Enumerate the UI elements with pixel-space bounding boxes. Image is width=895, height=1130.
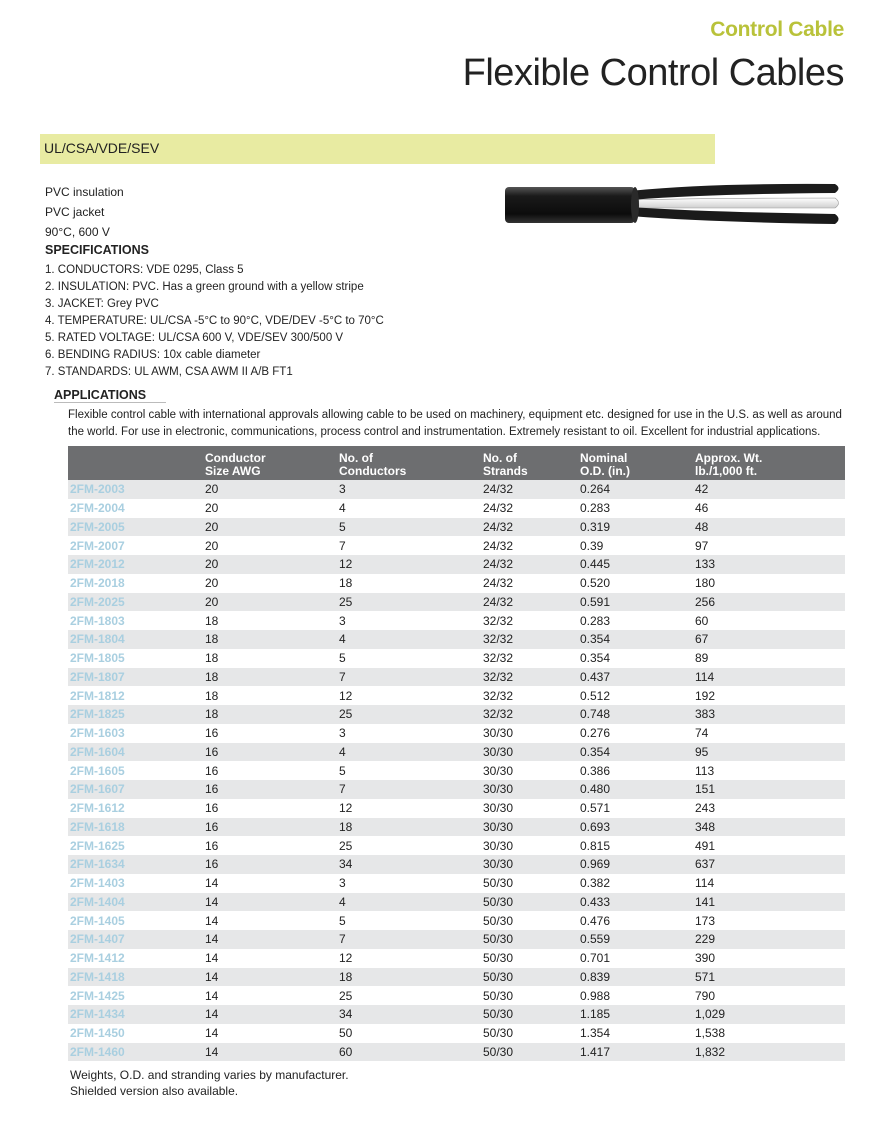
spec-item: 6. BENDING RADIUS: 10x cable diameter — [45, 349, 261, 361]
weight-cell: 60 — [695, 613, 709, 628]
strands-cell: 30/30 — [483, 763, 514, 778]
conductors-cell: 25 — [339, 705, 483, 724]
conductors-cell: 25 — [339, 988, 353, 1003]
size-awg-cell: 16 — [205, 818, 339, 837]
part-number-cell: 2FM-1407 — [68, 930, 205, 949]
conductors-cell: 5 — [339, 913, 346, 928]
weight-cell: 113 — [695, 763, 715, 778]
weight-cell: 243 — [695, 801, 716, 816]
table-row — [68, 499, 845, 518]
part-number-cell: 2FM-1634 — [68, 855, 205, 874]
spec-item: 3. JACKET: Grey PVC — [45, 298, 159, 310]
conductors-cell: 4 — [339, 743, 483, 762]
od-cell: 0.283 — [580, 613, 611, 628]
strands-cell: 30/30 — [483, 801, 514, 816]
od-cell: 0.520 — [580, 576, 611, 591]
weight-cell: 133 — [695, 555, 845, 574]
page-title: Flexible Control Cables — [462, 52, 844, 94]
size-awg-cell: 16 — [205, 726, 219, 741]
size-awg-cell: 14 — [205, 988, 219, 1003]
specifications-title: SPECIFICATIONS — [45, 243, 149, 257]
weight-cell: 790 — [695, 988, 716, 1003]
weight-cell: 491 — [695, 838, 716, 853]
size-awg-cell: 14 — [205, 1043, 339, 1062]
table-row — [68, 818, 845, 837]
od-cell: 0.839 — [580, 968, 695, 987]
part-number-cell: 2FM-1605 — [70, 763, 125, 778]
table-row — [68, 836, 845, 855]
conductors-cell: 7 — [339, 780, 483, 799]
od-cell: 1.185 — [580, 1005, 695, 1024]
weight-cell: 114 — [695, 668, 845, 687]
header-conductors: No. of Conductors — [339, 446, 483, 480]
part-number-cell: 2FM-1405 — [70, 913, 125, 928]
strands-cell: 32/32 — [483, 688, 514, 703]
table-row — [68, 724, 845, 743]
weight-cell: 383 — [695, 705, 845, 724]
strands-cell: 50/30 — [483, 988, 514, 1003]
strands-cell: 24/32 — [483, 593, 580, 612]
strands-cell: 32/32 — [483, 630, 580, 649]
conductors-cell: 34 — [339, 1005, 483, 1024]
od-cell: 0.512 — [580, 688, 611, 703]
conductors-cell: 3 — [339, 726, 346, 741]
table-row — [68, 668, 845, 687]
size-awg-cell: 18 — [205, 613, 219, 628]
conductors-cell: 5 — [339, 763, 346, 778]
size-awg-cell: 20 — [205, 555, 339, 574]
table-row — [68, 874, 845, 893]
table-row — [68, 555, 845, 574]
spec-item: 5. RATED VOLTAGE: UL/CSA 600 V, VDE/SEV 300/500 V — [45, 332, 344, 344]
table-row — [68, 743, 845, 762]
size-awg-cell: 20 — [205, 593, 339, 612]
table-row — [68, 761, 845, 780]
conductors-cell: 5 — [339, 518, 483, 537]
part-number-cell: 2FM-2007 — [70, 538, 125, 553]
table-row — [68, 630, 845, 649]
part-number-cell: 2FM-2005 — [68, 518, 205, 537]
conductors-cell: 12 — [339, 951, 353, 966]
size-awg-cell: 18 — [205, 668, 339, 687]
strands-cell: 50/30 — [483, 968, 580, 987]
size-awg-cell: 20 — [205, 480, 339, 499]
spec-item: 7. STANDARDS: UL AWM, CSA AWM II A/B FT1 — [45, 366, 293, 378]
od-cell: 0.319 — [580, 518, 695, 537]
size-awg-cell: 14 — [205, 893, 339, 912]
od-cell: 0.559 — [580, 930, 695, 949]
part-number-cell: 2FM-1460 — [68, 1043, 205, 1062]
strands-cell: 32/32 — [483, 705, 580, 724]
weight-cell: 1,029 — [695, 1005, 845, 1024]
part-number-cell: 2FM-2004 — [70, 501, 125, 516]
strands-cell: 32/32 — [483, 613, 514, 628]
part-number-cell: 2FM-1612 — [70, 801, 125, 816]
table-row — [68, 855, 845, 874]
weight-cell: 97 — [695, 538, 709, 553]
od-cell: 1.417 — [580, 1043, 695, 1062]
strands-cell: 24/32 — [483, 538, 514, 553]
conductors-cell: 7 — [339, 538, 346, 553]
table-row — [68, 611, 845, 630]
part-number-cell: 2FM-1625 — [70, 838, 125, 853]
header-part-number — [68, 446, 205, 480]
conductors-cell: 50 — [339, 1026, 353, 1041]
part-number-cell: 2FM-1607 — [68, 780, 205, 799]
applications-text: Flexible control cable with international approvals allowing cable to be used on machinery, equipment etc. designed for use in the U.S. as well as around the world. For use in electronic, communications, process control and instrumentation. Extremely resistant to oil. Excellent for industrial applications. — [68, 409, 842, 438]
size-awg-cell: 14 — [205, 1026, 219, 1041]
applications-title: APPLICATIONS — [54, 388, 166, 403]
table-row — [68, 480, 845, 499]
part-number-cell: 2FM-1404 — [68, 893, 205, 912]
conductors-cell: 25 — [339, 838, 353, 853]
od-cell: 0.571 — [580, 801, 611, 816]
weight-cell: 1,832 — [695, 1043, 845, 1062]
strands-cell: 24/32 — [483, 555, 580, 574]
od-cell: 0.748 — [580, 705, 695, 724]
od-cell: 0.354 — [580, 651, 611, 666]
table-row — [68, 518, 845, 537]
strands-cell: 32/32 — [483, 651, 514, 666]
size-awg-cell: 18 — [205, 651, 219, 666]
od-cell: 0.693 — [580, 818, 695, 837]
size-awg-cell: 16 — [205, 780, 339, 799]
conductors-cell: 18 — [339, 818, 483, 837]
spec-item: 2. INSULATION: PVC. Has a green ground with a yellow stripe — [45, 281, 364, 293]
size-awg-cell: 14 — [205, 951, 219, 966]
part-number-cell: 2FM-1412 — [70, 951, 125, 966]
approval-band — [40, 134, 715, 164]
weight-cell: 46 — [695, 501, 709, 516]
weight-cell: 1,538 — [695, 1026, 726, 1041]
conductors-cell: 12 — [339, 688, 353, 703]
part-number-cell: 2FM-1425 — [70, 988, 125, 1003]
table-row — [68, 686, 845, 705]
od-cell: 0.354 — [580, 743, 695, 762]
od-cell: 0.701 — [580, 951, 611, 966]
od-cell: 0.276 — [580, 726, 611, 741]
od-cell: 0.283 — [580, 501, 611, 516]
header-size-awg: Conductor Size AWG — [205, 446, 339, 480]
part-number-cell: 2FM-1825 — [68, 705, 205, 724]
od-cell: 1.354 — [580, 1026, 611, 1041]
strands-cell: 50/30 — [483, 951, 514, 966]
table-row — [68, 593, 845, 612]
strands-cell: 50/30 — [483, 893, 580, 912]
part-number-cell: 2FM-1803 — [70, 613, 125, 628]
size-awg-cell: 14 — [205, 930, 339, 949]
conductors-cell: 25 — [339, 593, 483, 612]
strands-cell: 24/32 — [483, 480, 580, 499]
strands-cell: 50/30 — [483, 930, 580, 949]
od-cell: 0.476 — [580, 913, 611, 928]
part-number-cell: 2FM-1618 — [68, 818, 205, 837]
part-number-cell: 2FM-1804 — [68, 630, 205, 649]
weight-cell: 229 — [695, 930, 845, 949]
conductors-cell: 12 — [339, 555, 483, 574]
size-awg-cell: 16 — [205, 743, 339, 762]
weight-cell: 256 — [695, 593, 845, 612]
table-row — [68, 1043, 845, 1062]
od-cell: 0.354 — [580, 630, 695, 649]
property-jacket: PVC jacket — [45, 205, 105, 219]
property-insulation: PVC insulation — [45, 185, 124, 199]
od-cell: 0.480 — [580, 780, 695, 799]
weight-cell: 67 — [695, 630, 845, 649]
strands-cell: 30/30 — [483, 818, 580, 837]
strands-cell: 30/30 — [483, 726, 514, 741]
part-number-cell: 2FM-1805 — [70, 651, 125, 666]
strands-cell: 30/30 — [483, 743, 580, 762]
strands-cell: 24/32 — [483, 518, 580, 537]
table-row — [68, 799, 845, 818]
part-number-cell: 2FM-1434 — [68, 1005, 205, 1024]
strands-cell: 24/32 — [483, 576, 514, 591]
conductors-cell: 60 — [339, 1043, 483, 1062]
category-label: Control Cable — [710, 18, 844, 41]
size-awg-cell: 14 — [205, 968, 339, 987]
table-header-row — [68, 446, 845, 480]
size-awg-cell: 16 — [205, 801, 219, 816]
od-cell: 0.437 — [580, 668, 695, 687]
conductors-cell: 4 — [339, 501, 346, 516]
table-row — [68, 780, 845, 799]
part-number-cell: 2FM-2012 — [68, 555, 205, 574]
weight-cell: 180 — [695, 576, 716, 591]
strands-cell: 30/30 — [483, 838, 514, 853]
header-weight: Approx. Wt. lb./1,000 ft. — [695, 446, 845, 480]
conductors-cell: 18 — [339, 968, 483, 987]
part-number-cell: 2FM-1603 — [70, 726, 125, 741]
table-row — [68, 649, 845, 668]
table-row — [68, 893, 845, 912]
strands-cell: 50/30 — [483, 1005, 580, 1024]
weight-cell: 348 — [695, 818, 845, 837]
weight-cell: 637 — [695, 855, 845, 874]
part-number-cell: 2FM-1604 — [68, 743, 205, 762]
strands-cell: 50/30 — [483, 913, 514, 928]
size-awg-cell: 14 — [205, 913, 219, 928]
footnotes — [70, 1067, 349, 1099]
size-awg-cell: 14 — [205, 1005, 339, 1024]
header-od: Nominal O.D. (in.) — [580, 446, 695, 480]
strands-cell: 50/30 — [483, 876, 514, 891]
size-awg-cell: 16 — [205, 838, 219, 853]
cable-spec-table — [68, 446, 845, 1061]
conductors-cell: 5 — [339, 651, 346, 666]
weight-cell: 390 — [695, 951, 716, 966]
weight-cell: 48 — [695, 518, 845, 537]
specifications-list — [45, 262, 384, 381]
od-cell: 0.445 — [580, 555, 695, 574]
weight-cell: 74 — [695, 726, 709, 741]
strands-cell: 30/30 — [483, 780, 580, 799]
table-row — [68, 1005, 845, 1024]
weight-cell: 42 — [695, 480, 845, 499]
part-number-cell: 2FM-1403 — [70, 876, 125, 891]
header-strands: No. of Strands — [483, 446, 580, 480]
weight-cell: 151 — [695, 780, 845, 799]
table-row — [68, 705, 845, 724]
table-row — [68, 574, 845, 593]
strands-cell: 30/30 — [483, 855, 580, 874]
size-awg-cell: 16 — [205, 855, 339, 874]
size-awg-cell: 18 — [205, 705, 339, 724]
od-cell: 0.591 — [580, 593, 695, 612]
od-cell: 0.39 — [580, 538, 604, 553]
od-cell: 0.382 — [580, 876, 611, 891]
part-number-cell: 2FM-1812 — [70, 688, 125, 703]
od-cell: 0.386 — [580, 763, 611, 778]
property-list — [45, 182, 124, 242]
conductors-cell: 18 — [339, 576, 353, 591]
approval-label: UL/CSA/VDE/SEV — [44, 140, 160, 156]
size-awg-cell: 20 — [205, 518, 339, 537]
od-cell: 0.815 — [580, 838, 611, 853]
table-row — [68, 536, 845, 555]
strands-cell: 24/32 — [483, 501, 514, 516]
strands-cell: 32/32 — [483, 668, 580, 687]
cable-image — [505, 178, 845, 230]
strands-cell: 50/30 — [483, 1026, 514, 1041]
table-row — [68, 1024, 845, 1043]
part-number-cell: 2FM-1807 — [68, 668, 205, 687]
weight-cell: 192 — [695, 688, 716, 703]
weight-cell: 95 — [695, 743, 845, 762]
part-number-cell: 2FM-2018 — [70, 576, 125, 591]
conductors-cell: 3 — [339, 876, 346, 891]
strands-cell: 50/30 — [483, 1043, 580, 1062]
table-row — [68, 911, 845, 930]
size-awg-cell: 20 — [205, 576, 219, 591]
conductors-cell: 12 — [339, 801, 353, 816]
size-awg-cell: 18 — [205, 630, 339, 649]
part-number-cell: 2FM-2025 — [68, 593, 205, 612]
size-awg-cell: 14 — [205, 876, 219, 891]
weight-cell: 114 — [695, 876, 715, 891]
size-awg-cell: 16 — [205, 763, 219, 778]
od-cell: 0.264 — [580, 480, 695, 499]
size-awg-cell: 18 — [205, 688, 219, 703]
table-row — [68, 968, 845, 987]
size-awg-cell: 20 — [205, 501, 219, 516]
table-row — [68, 949, 845, 968]
size-awg-cell: 20 — [205, 538, 219, 553]
conductors-cell: 3 — [339, 480, 483, 499]
property-rating: 90°C, 600 V — [45, 225, 110, 239]
spec-item: 1. CONDUCTORS: VDE 0295, Class 5 — [45, 264, 244, 276]
weight-cell: 173 — [695, 913, 716, 928]
conductors-cell: 4 — [339, 893, 483, 912]
footnote: Shielded version also available. — [70, 1084, 239, 1098]
od-cell: 0.433 — [580, 893, 695, 912]
part-number-cell: 2FM-1418 — [68, 968, 205, 987]
footnote: Weights, O.D. and stranding varies by manufacturer. — [70, 1068, 349, 1082]
od-cell: 0.988 — [580, 988, 611, 1003]
conductors-cell: 7 — [339, 930, 483, 949]
conductors-cell: 7 — [339, 668, 483, 687]
weight-cell: 89 — [695, 651, 709, 666]
part-number-cell: 2FM-1450 — [70, 1026, 125, 1041]
od-cell: 0.969 — [580, 855, 695, 874]
conductors-cell: 34 — [339, 855, 483, 874]
conductors-cell: 4 — [339, 630, 483, 649]
table-row — [68, 986, 845, 1005]
conductors-cell: 3 — [339, 613, 346, 628]
weight-cell: 141 — [695, 893, 845, 912]
part-number-cell: 2FM-2003 — [68, 480, 205, 499]
spec-item: 4. TEMPERATURE: UL/CSA -5°C to 90°C, VDE/DEV -5°C to 70°C — [45, 315, 384, 327]
table-row — [68, 930, 845, 949]
weight-cell: 571 — [695, 968, 845, 987]
